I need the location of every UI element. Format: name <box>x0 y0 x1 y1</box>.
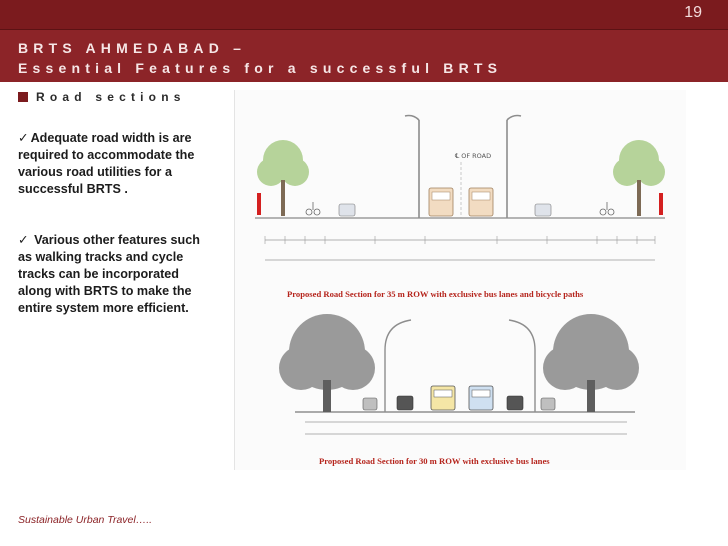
caption-35m: Proposed Road Section for 35 m ROW with exclusive bus lanes and bicycle paths <box>287 289 584 299</box>
section-heading-text: Road sections <box>36 90 186 104</box>
section-heading <box>18 90 186 104</box>
title-bar <box>0 30 728 82</box>
bus-icon <box>431 386 455 410</box>
tree-icon <box>279 314 375 412</box>
bus-icon <box>469 386 493 410</box>
slide-number: 19 <box>684 4 702 21</box>
square-bullet-icon <box>18 92 28 102</box>
checkmark-icon: ✓ <box>18 131 29 145</box>
bullet-point-2-text: Various other features such as walking tracks and cycle tracks can be incorporated along with BRTS to make the entire system more efficient. <box>18 233 200 315</box>
centerline-label: ℄ OF ROAD <box>455 152 492 160</box>
bullet-point-2 <box>18 232 204 317</box>
caption-30m: Proposed Road Section for 30 m ROW with exclusive bus lanes <box>319 456 550 466</box>
bullet-point-1 <box>18 130 204 198</box>
car-icon <box>541 398 555 410</box>
cyclist-icon <box>600 202 614 215</box>
red-kerb-right <box>659 193 663 215</box>
road-section-35m <box>255 116 665 300</box>
car-icon <box>339 204 355 216</box>
tree-icon <box>543 314 639 412</box>
road-section-figure <box>234 90 686 470</box>
cyclist-icon <box>306 202 320 215</box>
top-bar <box>0 0 728 30</box>
tree-icon <box>257 140 309 216</box>
tree-icon <box>613 140 665 216</box>
street-lamp-icon <box>507 116 521 219</box>
checkmark-icon: ✓ <box>18 233 29 247</box>
bullet-point-1-text: Adequate road width is are required to accommodate the various road utilities for a successful BRTS . <box>18 131 195 196</box>
red-kerb-left <box>257 193 261 215</box>
street-lamp-icon <box>405 116 419 219</box>
road-section-30m <box>279 314 639 466</box>
bus-icon <box>469 188 493 216</box>
title-line-2: Essential Features for a successful BRTS <box>18 60 503 76</box>
title-line-1: BRTS AHMEDABAD – <box>18 40 247 56</box>
car-icon <box>507 396 523 410</box>
car-icon <box>397 396 413 410</box>
car-icon <box>535 204 551 216</box>
footer-text: Sustainable Urban Travel….. <box>18 514 153 526</box>
bus-icon <box>429 188 453 216</box>
car-icon <box>363 398 377 410</box>
